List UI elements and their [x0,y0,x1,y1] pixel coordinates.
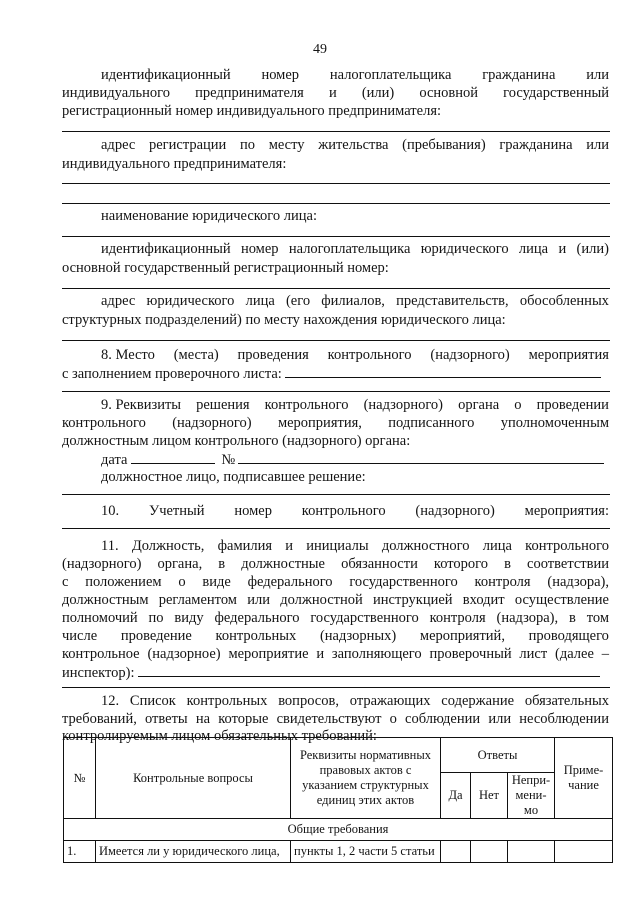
fill-line[interactable] [138,663,600,677]
text-line: полномочий по виду федерального государственного контроля (надзора), в том [62,610,609,626]
header-requisites: Реквизиты нормативных правовых актов с указанием структурных единиц этих актов [291,738,441,819]
header-answers: Ответы [441,738,555,773]
page-number: 49 [313,42,327,57]
header-questions: Контрольные вопросы [96,738,291,819]
header-note: Приме-чание [555,738,613,819]
text-line: числе проведение контрольных (надзорных) мероприятий, проводящего [62,628,609,644]
fill-line[interactable] [62,203,610,204]
text-line: адрес юридического лица (его филиалов, представительств, обособленных [101,293,609,309]
row-number: 1. [64,841,96,863]
text-line: 9. Реквизиты решения контрольного (надзорного) органа о проведении [101,397,609,413]
answer-no-cell[interactable] [471,841,508,863]
date-number-line [101,450,604,470]
answer-yes-cell[interactable] [441,841,471,863]
header-number: № [64,738,96,819]
text-line: с положением о виде федерального государственного контроля (надзора), [62,574,609,590]
checklist-table [63,737,613,863]
note-cell[interactable] [555,841,613,863]
text-line: структурных подразделений) по месту нахождения юридического лица: [62,312,506,328]
fill-line[interactable] [62,687,610,688]
text-line: контрольного (надзорного) мероприятия, подписанного уполномоченным [62,415,609,431]
header-not-applicable: Непри-менимо [508,773,555,819]
fill-line[interactable] [285,364,601,378]
text-line: индивидуального предпринимателя и (или) основной государственный [62,85,609,101]
text-line: регистрационный номер индивидуального предпринимателя: [62,103,442,119]
number-field[interactable] [238,450,604,464]
fill-line[interactable] [62,288,610,289]
item-10: 10. Учетный номер контрольного (надзорного) мероприятия: [101,503,609,519]
table-row [64,841,613,863]
header-no: Нет [471,773,508,819]
text-line: индивидуального предпринимателя: [62,156,287,172]
para-org-name: наименование юридического лица: [101,208,317,224]
text-line: должностным регламентом или должностной инструкцией входит осуществление [62,592,609,608]
signer-label: должностное лицо, подписавшее решение: [101,469,366,485]
text-line: идентификационный номер налогоплательщика юридического лица и (или) [101,241,609,257]
text-line: требований, ответы на которые свидетельствуют о соблюдении или несоблюдении [62,711,609,727]
fill-line[interactable] [62,236,610,237]
fill-line[interactable] [62,528,610,529]
text-line: (надзорного) органа, в должностные обязанности которого в соответствии [62,556,609,572]
date-field[interactable] [131,450,215,464]
text-line: основной государственный регистрационный номер: [62,260,389,276]
text-line: 8. Место (места) проведения контрольного (надзорного) мероприятия [101,347,609,363]
fill-line[interactable] [62,494,610,495]
text-line: 12. Список контрольных вопросов, отражающих содержание обязательных [101,693,609,709]
text-line: адрес регистрации по месту жительства (пребывания) гражданина или [101,137,609,153]
number-label: № [221,452,236,468]
text-line: инспектор): [62,663,600,683]
row-requisites: пункты 1, 2 части 5 статьи [291,841,441,863]
date-label: дата [101,452,128,468]
text-line: контрольное (надзорное) мероприятие и заполняющего проверочный лист (далее – [62,646,609,662]
text-line: 11. Должность, фамилия и инициалы должностного лица контрольного [101,538,609,554]
row-question: Имеется ли у юридического лица, [96,841,291,863]
text-line: должностным лицом контрольного (надзорного) органа: [62,433,411,449]
fill-line[interactable] [62,340,610,341]
text-line: идентификационный номер налогоплательщика гражданина или [101,67,609,83]
text-line: контролируемым лицом обязательных требований: [62,728,377,744]
answer-na-cell[interactable] [508,841,555,863]
header-yes: Да [441,773,471,819]
fill-line[interactable] [62,183,610,184]
fill-line[interactable] [62,391,610,392]
section-general-requirements: Общие требования [64,819,613,841]
fill-line[interactable] [62,131,610,132]
text-line: с заполнением проверочного листа: [62,364,601,384]
